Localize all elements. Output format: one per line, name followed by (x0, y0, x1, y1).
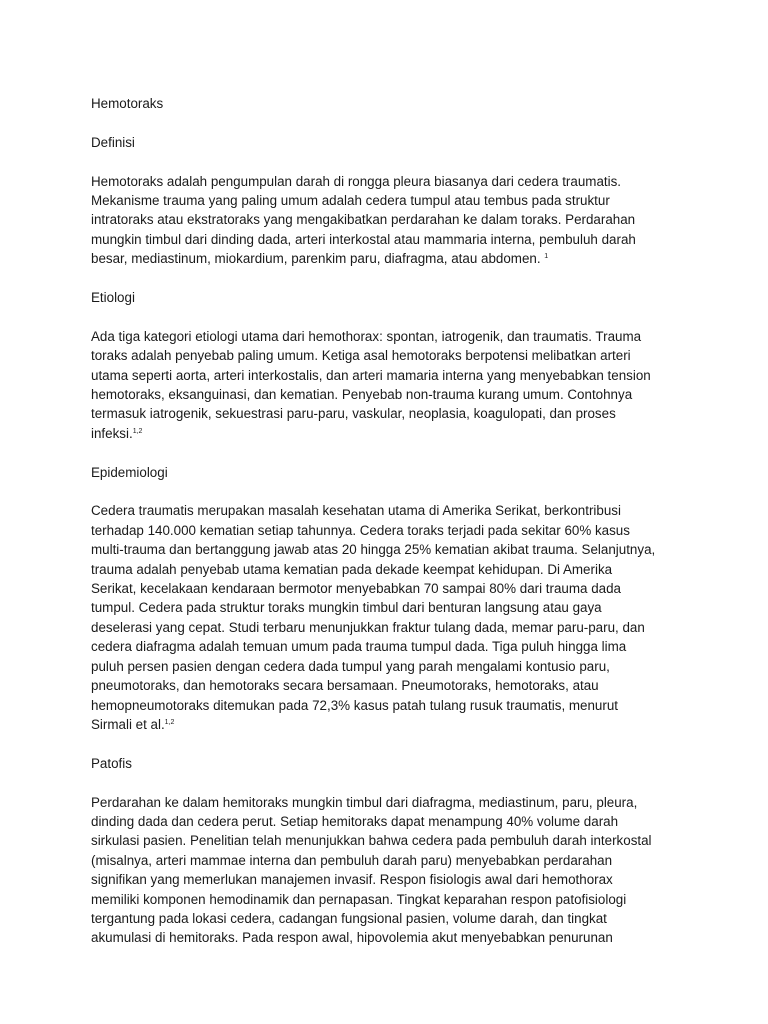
section-definisi (91, 133, 691, 269)
section-paragraph (91, 172, 691, 269)
paragraph-line: cedera diafragma adalah temuan umum pada trauma tumpul dada. Tiga puluh hingga lima (91, 639, 627, 655)
section-patofis (91, 754, 691, 948)
section-etiologi (91, 288, 691, 443)
paragraph-line-last: infeksi.$^{1,2}$ (91, 425, 143, 441)
paragraph-line: toraks adalah penyebab paling umum. Ketiga asal hemotoraks berpotensi melibatkan arteri (91, 348, 631, 364)
citation-marker: 1,2 (132, 427, 143, 435)
document-title: Hemotoraks (91, 96, 164, 111)
paragraph-line: termasuk iatrogenik, sekuestrasi paru-paru, vaskular, neoplasia, koagulopati, dan proses (91, 406, 616, 422)
document-body (91, 94, 691, 948)
paragraph-line: deselerasi yang cepat. Studi terbaru menunjukkan fraktur tulang dada, memar paru-paru, dan (91, 619, 645, 635)
paragraph-line: Mekanisme trauma yang paling umum adalah cedera tumpul atau tembus pada struktur (91, 193, 610, 208)
paragraph-line: tergantung pada lokasi cedera, cadangan fungsional pasien, volume darah, dan tingkat (91, 910, 607, 926)
section-heading: Definisi (91, 134, 135, 150)
paragraph-line: Hemotoraks adalah pengumpulan darah di rongga pleura biasanya dari cedera traumatis. (91, 173, 622, 189)
paragraph-line: hemopneumotoraks ditemukan pada 72,3% kasus patah tulang rusuk traumatis, menurut (91, 697, 619, 713)
paragraph-line: trauma adalah penyebab utama kematian pada dekade keempat kehidupan. Di Amerika (91, 561, 613, 577)
paragraph-line: multi-trauma dan bertanggung jawab atas 20 hingga 25% kematian akibat trauma. Selanjutnya, (91, 542, 656, 558)
section-paragraph (91, 501, 691, 734)
paragraph-line-last: Sirmali et al.$^{1,2}$ (91, 716, 175, 732)
paragraph-line: tumpul. Cedera pada struktur toraks mungkin timbul dari benturan langsung atau gaya (91, 600, 602, 616)
paragraph-line: signifikan yang memerlukan manajemen invasif. Respon fisiologis awal dari hemothorax (91, 872, 613, 888)
paragraph-line-last: besar, mediastinum, miokardium, parenkim paru, diafragma, atau abdomen. $^1$ (91, 251, 549, 267)
section-heading: Patofis (91, 755, 132, 771)
citation-marker: 1 (544, 253, 549, 261)
paragraph-line: dinding dada dan cedera perut. Setiap hemitoraks dapat menampung 40% volume darah (91, 813, 619, 829)
section-heading: Epidemiologi (91, 464, 168, 480)
paragraph-line: Perdarahan ke dalam hemitoraks mungkin timbul dari diafragma, mediastinum, paru, pleura, (91, 794, 638, 810)
paragraph-line: Serikat, kecelakaan kendaraan bermotor menyebabkan 70 sampai 80% dari trauma dada (91, 581, 621, 597)
section-paragraph (91, 793, 691, 948)
paragraph-line: akumulasi di hemitoraks. Pada respon awal, hipovolemia akut menyebabkan penurunan (91, 930, 613, 946)
paragraph-line: pneumotoraks, dan hemotoraks secara bersamaan. Pneumotoraks, hemotoraks, atau (91, 678, 599, 694)
paragraph-line: intratoraks atau ekstratoraks yang mengakibatkan perdarahan ke dalam toraks. Perdarahan (91, 212, 636, 228)
section-paragraph (91, 327, 691, 443)
paragraph-line: Cedera traumatis merupakan masalah kesehatan utama di Amerika Serikat, berkontribusi (91, 503, 621, 519)
paragraph-line: puluh persen pasien dengan cedera dada tumpul yang parah mengalami kontusio paru, (91, 658, 610, 674)
section-heading: Etiologi (91, 290, 135, 306)
paragraph-line: memiliki komponen hemodinamik dan pernapasan. Tingkat keparahan respon patofisiologi (91, 891, 627, 907)
paragraph-line: utama seperti aorta, arteri interkostalis, dan arteri mamaria interna yang menyebabkan tension (91, 367, 651, 383)
section-epidemiologi (91, 463, 691, 735)
paragraph-line: hemotoraks, eksanguinasi, dan kematian. Penyebab non-trauma kurang umum. Contohnya (91, 387, 633, 403)
paragraph-line: (misalnya, arteri mammae interna dan pembuluh darah paru) menyebabkan perdarahan (91, 852, 613, 868)
citation-marker: 1,2 (164, 718, 175, 726)
paragraph-line: mungkin timbul dari dinding dada, arteri interkostal atau mammaria interna, pembuluh darah (91, 231, 636, 247)
paragraph-line: sirkulasi pasien. Penelitian telah menunjukkan bahwa cedera pada pembuluh darah interkostal (91, 833, 652, 849)
paragraph-line: Ada tiga kategori etiologi utama dari hemothorax: spontan, iatrogenik, dan traumatis. Trauma (91, 328, 642, 344)
paragraph-line: terhadap 140.000 kematian setiap tahunnya. Cedera toraks terjadi pada sekitar 60% kasus (91, 522, 630, 538)
